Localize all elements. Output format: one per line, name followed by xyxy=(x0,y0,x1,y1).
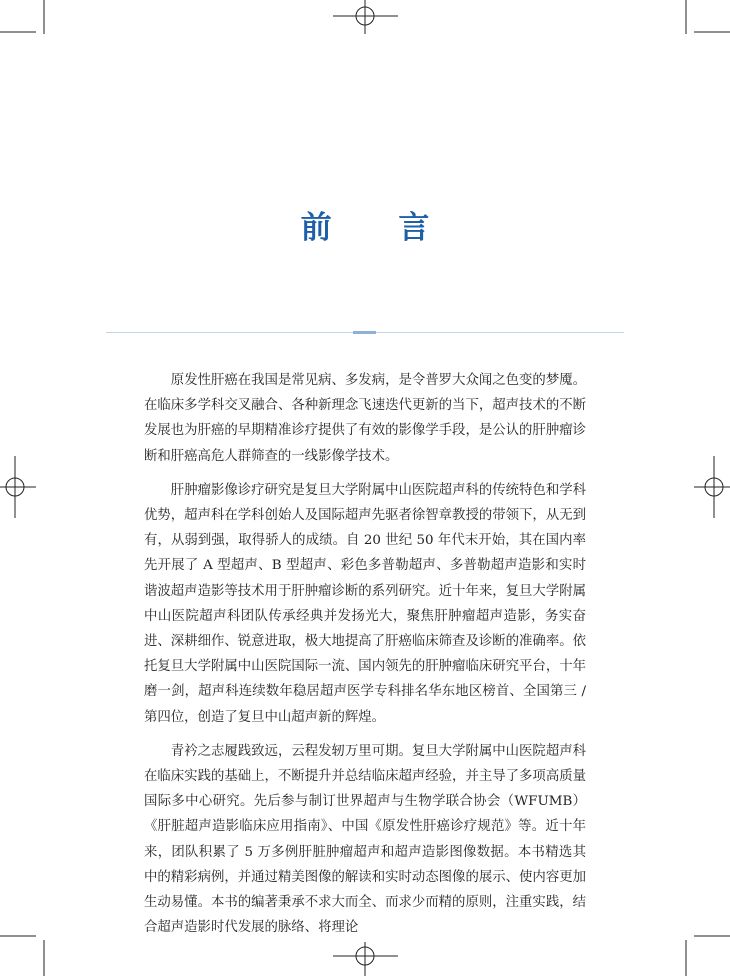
crop-mark-top-right xyxy=(686,0,730,34)
registration-mark-top xyxy=(333,0,398,34)
registration-mark-left xyxy=(0,456,36,518)
crop-mark-bottom-right xyxy=(686,936,730,976)
paragraph-3: 青衿之志履践致远，云程发轫万里可期。复旦大学附属中山医院超声科在临床实践的基础上，不断提升并总结临床超声经验，并主导了多项高质量国际多中心研究。先后参与制订世界超声与生物学联合协会（WFUMB）《肝脏超声造影临床应用指南》、中国《原发性肝癌诊疗规范》等。近十年来，团队积累了 5 万多例肝脏肿瘤超声和超声造影图像数据。本书精选其中的精彩病例，并通过精美图像的解读和实时动态图像的展示、使内容更加生动易懂。本书的编著秉承不求大而全、而求少而精的原则，注重实践，结合超声造影时代发展的脉络、将理论 xyxy=(144,743,586,936)
crop-mark-bottom-left xyxy=(0,936,44,976)
title-divider-accent xyxy=(353,331,376,334)
preface-body xyxy=(144,368,586,949)
registration-mark-right xyxy=(694,456,730,518)
paragraph-1: 原发性肝癌在我国是常见病、多发病，是令普罗大众闻之色变的梦魇。在临床多学科交叉融合、各种新理念飞速迭代更新的当下，超声技术的不断发展也为肝癌的早期精准诊疗提供了有效的影像学手段，是公认的肝肿瘤诊断和肝癌高危人群筛查的一线影像学技术。 xyxy=(144,373,586,464)
page-title: 前 言 xyxy=(300,210,458,246)
crop-mark-top-left xyxy=(0,0,44,34)
paragraph-2: 肝肿瘤影像诊疗研究是复旦大学附属中山医院超声科的传统特色和学科优势，超声科在学科创始人及国际超声先驱者徐智章教授的带领下，从无到有，从弱到强，取得骄人的成绩。自 20 世纪 50 年代末开始，其在国内率先开展了 A 型超声、B 型超声、彩色多普勒超声、多普勒超声造影和实时谐波超声造影等技术用于肝肿瘤诊断的系列研究。近十年来，复旦大学附属中山医院超声科团队传承经典并发扬光大，聚焦肝肿瘤超声造影，务实奋进、深耕细作、锐意进取，极大地提高了肝癌临床筛查及诊断的准确率。依托复旦大学附属中山医院国际一流、国内领先的肝肿瘤临床研究平台，十年磨一剑，超声科连续数年稳居超声医学专科排名华东地区榜首、全国第三 / 第四位，创造了复旦中山超声新的辉煌。 xyxy=(144,482,586,725)
